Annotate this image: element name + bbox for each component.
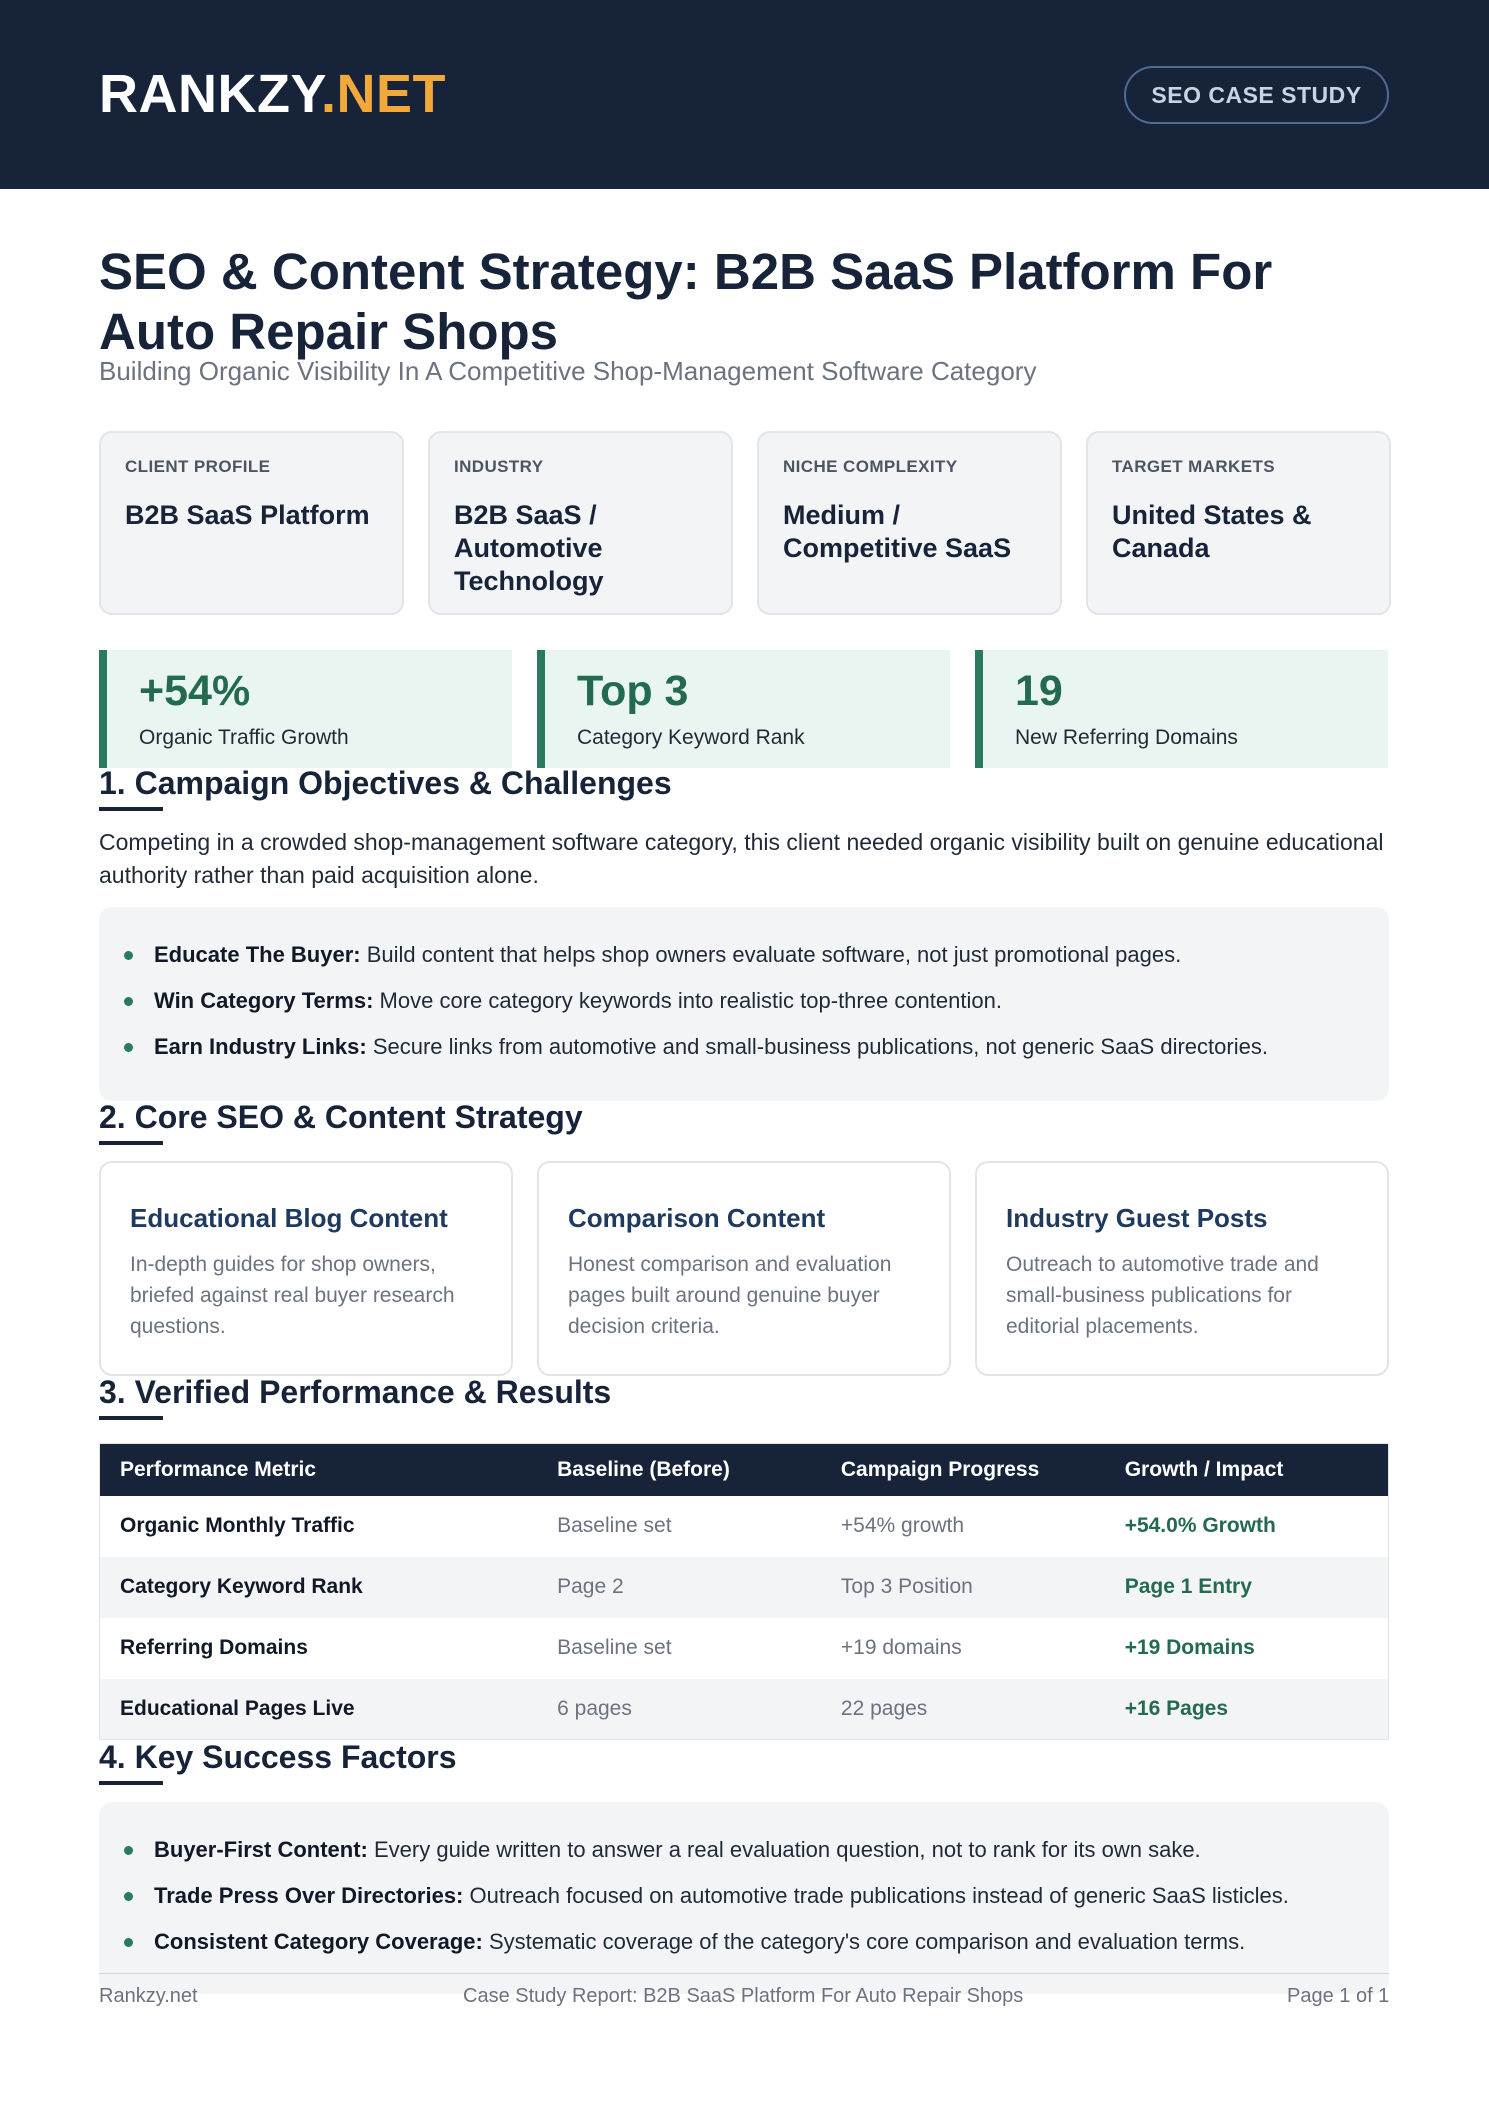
impact-cell: +19 Domains [1124, 1636, 1255, 1659]
intro-paragraph: Competing in a crowded shop-management software category, this client needed organic visibility built on genuine educational authority rather than paid acquisition alone. [99, 829, 1384, 888]
objective-item [154, 1033, 1268, 1061]
profile-card-client [99, 431, 404, 615]
strategy-card-desc: In-depth guides for shop owners, briefed against real buyer research questions. [130, 1253, 455, 1338]
factor-title: Buyer-First Content: [154, 1837, 368, 1862]
metric-cell: Educational Pages Live [100, 1679, 538, 1740]
table-header-cell: Growth / Impact [1105, 1444, 1389, 1496]
section-heading-success-factors: 4. Key Success Factors [99, 1739, 457, 1775]
table-row [100, 1618, 1389, 1679]
stat-caption: New Referring Domains [1015, 726, 1238, 749]
profile-value: United States & Canada [1112, 500, 1312, 563]
factor-text: Every guide written to answer a real evaluation question, not to rank for its own sake. [367, 1837, 1201, 1862]
baseline-cell: Page 2 [537, 1557, 821, 1618]
impact-cell: +54.0% Growth [1124, 1514, 1276, 1537]
factor-text: Outreach focused on automotive trade publications instead of generic SaaS listicles. [463, 1883, 1289, 1908]
profile-label: INDUSTRY [454, 457, 544, 476]
objectives-panel [99, 907, 1389, 1101]
strategy-card-guest-posts [975, 1161, 1389, 1376]
stat-value: 19 [1015, 667, 1063, 715]
factor-title: Consistent Category Coverage: [154, 1929, 483, 1954]
progress-cell: Top 3 Position [821, 1557, 1105, 1618]
table-row [100, 1557, 1389, 1618]
stat-domains [975, 650, 1388, 768]
table-row [100, 1679, 1389, 1740]
page-header [0, 0, 1489, 189]
objective-title: Win Category Terms: [154, 988, 374, 1013]
profile-value: Medium / Competitive SaaS [783, 500, 1012, 563]
objective-text: Build content that helps shop owners evaluate software, not just promotional pages. [360, 942, 1182, 967]
stat-value: +54% [139, 667, 251, 715]
strategy-card-comparison [537, 1161, 951, 1376]
section-heading-results: 3. Verified Performance & Results [99, 1374, 612, 1410]
metric-cell: Referring Domains [120, 1636, 308, 1659]
bullet-dot-icon [124, 997, 133, 1006]
page-subtitle: Building Organic Visibility In A Competitive Shop-Management Software Category [99, 356, 1037, 386]
success-factors-panel [99, 1802, 1389, 1994]
impact-cell: +16 Pages [1105, 1679, 1389, 1740]
objective-title: Earn Industry Links: [154, 1034, 367, 1059]
footer-page-number: Page 1 of 1 [1287, 1985, 1390, 2007]
section-underline [99, 807, 163, 811]
footer-site: Rankzy.net [99, 1985, 198, 2007]
factor-item [154, 1836, 1201, 1864]
profile-card-markets [1086, 431, 1391, 615]
progress-cell: 22 pages [821, 1679, 1105, 1740]
strategy-card-blog [99, 1161, 513, 1376]
section-underline [99, 1416, 163, 1420]
stat-caption: Category Keyword Rank [577, 726, 805, 749]
baseline-cell: Baseline set [557, 1636, 672, 1659]
factor-item [154, 1882, 1289, 1910]
objective-title: Educate The Buyer: [154, 942, 361, 967]
logo-accent: .NET [321, 64, 447, 124]
bullet-dot-icon [124, 1846, 133, 1855]
profile-card-niche [757, 431, 1062, 615]
brand-logo [99, 62, 446, 126]
stat-caption: Organic Traffic Growth [139, 726, 349, 749]
table-header-cell: Campaign Progress [821, 1444, 1105, 1496]
logo-main: RANKZY [99, 64, 322, 124]
objective-item [154, 987, 1002, 1015]
table-header-cell: Performance Metric [100, 1444, 538, 1496]
table-row [100, 1496, 1389, 1557]
stat-traffic [99, 650, 512, 768]
strategy-card-title: Industry Guest Posts [1006, 1203, 1268, 1233]
profile-card-industry [428, 431, 733, 615]
section-underline [99, 1141, 163, 1145]
table-header-row [100, 1444, 1389, 1496]
progress-cell: +54% growth [840, 1514, 965, 1537]
strategy-card-desc: Outreach to automotive trade and small-business publications for editorial placements. [1006, 1253, 1319, 1338]
impact-cell: Page 1 Entry [1105, 1557, 1389, 1618]
objective-text: Secure links from automotive and small-business publications, not generic SaaS directories. [366, 1034, 1268, 1059]
stat-rank [537, 650, 950, 768]
case-study-badge: SEO CASE STUDY [1124, 66, 1389, 124]
footer-report-title: Case Study Report: B2B SaaS Platform For Auto Repair Shops [463, 1985, 1024, 2007]
baseline-cell: Baseline set [557, 1514, 672, 1537]
strategy-card-title: Educational Blog Content [130, 1203, 448, 1233]
profile-label: CLIENT PROFILE [125, 457, 271, 476]
profile-label: TARGET MARKETS [1112, 457, 1275, 476]
strategy-card-desc: Honest comparison and evaluation pages built around genuine buyer decision criteria. [568, 1253, 892, 1338]
bullet-dot-icon [124, 951, 133, 960]
metric-cell: Category Keyword Rank [100, 1557, 538, 1618]
table-header-cell: Baseline (Before) [537, 1444, 821, 1496]
bullet-dot-icon [124, 1938, 133, 1947]
factor-title: Trade Press Over Directories: [154, 1883, 464, 1908]
objective-item [154, 941, 1181, 969]
page-title: SEO & Content Strategy: B2B SaaS Platform For Auto Repair Shops [99, 243, 1273, 360]
footer-divider [99, 1973, 1389, 1974]
section-heading-strategy: 2. Core SEO & Content Strategy [99, 1099, 583, 1135]
metric-cell: Organic Monthly Traffic [120, 1514, 355, 1537]
objective-text: Move core category keywords into realistic top-three contention. [373, 988, 1002, 1013]
bullet-dot-icon [124, 1043, 133, 1052]
profile-value: B2B SaaS Platform [125, 500, 370, 530]
progress-cell: +19 domains [840, 1636, 962, 1659]
factor-item [154, 1928, 1245, 1956]
profile-value: B2B SaaS / Automotive Technology [454, 500, 604, 596]
stat-value: Top 3 [577, 667, 689, 715]
bullet-dot-icon [124, 1892, 133, 1901]
results-table [99, 1443, 1389, 1740]
factor-text: Systematic coverage of the category's core comparison and evaluation terms. [482, 1929, 1246, 1954]
strategy-card-title: Comparison Content [568, 1203, 826, 1233]
section-heading-objectives: 1. Campaign Objectives & Challenges [99, 765, 672, 801]
baseline-cell: 6 pages [537, 1679, 821, 1740]
section-underline [99, 1781, 163, 1785]
profile-label: NICHE COMPLEXITY [783, 457, 958, 476]
